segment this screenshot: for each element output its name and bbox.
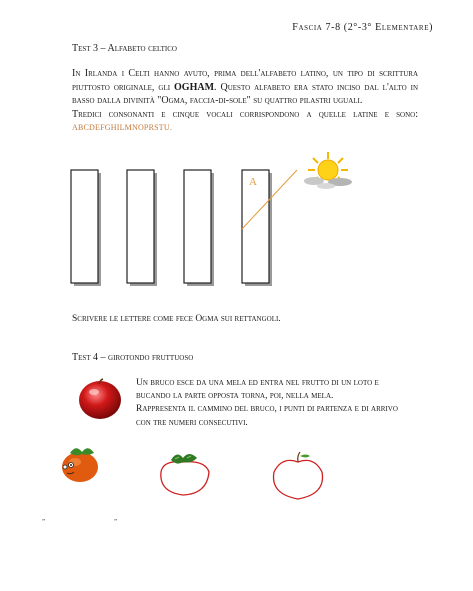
ogham-word: OGHAM [174, 81, 215, 93]
lotus-fruit-icon [54, 440, 102, 484]
pillar-letter-a: A [249, 176, 257, 188]
test4-title: Test 4 – girotondo fruttuoso [72, 352, 194, 363]
page-header: Fascia 7-8 (2°-3° Elementare) [292, 22, 433, 33]
alphabet-letters: ABCDEFGHILMNOPRSTU. [72, 123, 173, 132]
pillar-3 [184, 170, 214, 286]
test3-title: Test 3 – Alfabeto celtico [72, 43, 177, 54]
test4-text [136, 377, 412, 430]
pillar-4 [242, 170, 272, 286]
test4-text-1: Un bruco esce da una mela ed entra nel frutto di un loto e bucando la parte opposta torna, poi, nella mela. [136, 378, 379, 402]
footer-mark-right: „ [114, 514, 118, 522]
footer-mark-left: „ [42, 514, 46, 522]
pillar-1 [71, 170, 101, 286]
test3-text-line2: . Questo alfabeto era stato inciso dal l'alto in basso dalla divinità "Ogma, faccia-di-sole" su quattro pilastri uguali. [72, 81, 418, 106]
test3-text-line3: Tredici consonanti e cinque vocali corrispondono a quelle latine e sono: [72, 108, 418, 120]
lotus-outline-icon [153, 448, 213, 500]
sun-icon [300, 148, 356, 192]
test3-text-line1: In Irlanda i Celti hanno avuto, prima dell'alfabeto latino, un tipo di scrittura piuttosto originale, gli [72, 68, 418, 93]
test4-text-2: Rappresenta il cammino del bruco, i punti di partenza e di arrivo con tre numeri consecutivi. [136, 404, 398, 428]
pillar-2 [127, 170, 157, 286]
apple-outline-icon [268, 450, 328, 502]
test3-instruction: Scrivere le lettere come fece Ogma sui rettangoli. [72, 314, 281, 324]
apple-icon [77, 377, 123, 421]
